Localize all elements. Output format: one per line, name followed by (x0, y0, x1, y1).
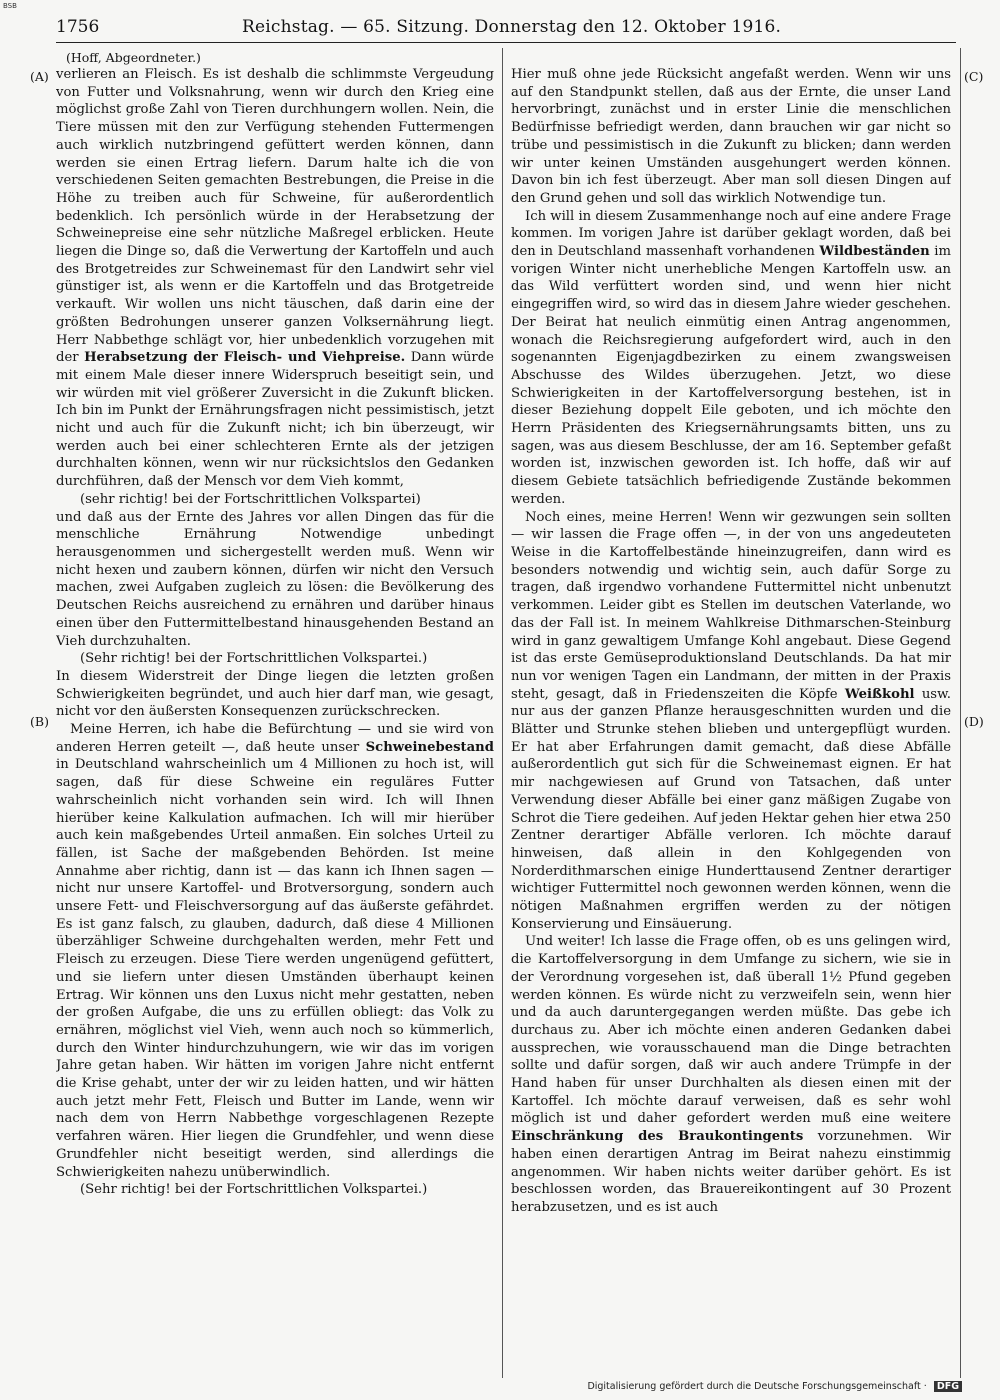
text-run: im vorigen Winter nicht unerhebliche Mengen Kartoffeln usw. an das Wild verfüttert worden sind, und wenn hier nicht eingegriffen wird, so wird das in diesem Jahre wieder geschehen. Der Beirat hat neulich einmütig einen Antrag angenommen, wonach die Reichsregierung aufgefordert wird, auch in den sogenannten Eigenjagdbezirken zu einem zwangsweisen Abschusse des Wildes überzugehen. Jetzt, wo diese Schwierigkeiten in der Kartoffelversorgung bestehen, ist in dieser Beziehung doppelt Eile geboten, und ich möchte den Herrn Präsidenten des Kriegsernährungsamts bitten, uns zu sagen, was aus diesem Beschlusse, der am 16. September gefaßt worden ist, inzwischen geworden ist. Ich hoffe, daß wir auf diesem Gebiete tatsächlich befriedigende Zustände bekommen werden. (511, 244, 951, 507)
margin-marker-c: (C) (964, 69, 984, 84)
paragraph (511, 509, 951, 934)
text-run: Noch eines, meine Herren! Wenn wir gezwungen sein sollten — wir lassen die Frage offen —, in der von uns angedeuteten Weise in die Kartoffelbestände hineinzugreifen, dann wird es besonders notwendig und wichtig sein, auch dafür Sorge zu tragen, daß irgendwo vorhandene Futtermittel nicht unbenutzt verkommen. Leider gibt es Stellen im deutschen Vaterlande, wo das der Fall ist. In meinem Wahlkreise Dithmarschen-Steinburg wird in ganz gewaltigem Umfange Kohl angebaut. Diese Gegend ist das erste Gemüseproduktionsland Deutschlands. Da hat mir nun vor wenigen Tagen ein Landmann, der mitten in der Praxis steht, gesagt, daß in Friedenszeiten die Köpfe (511, 509, 951, 702)
text-run: Meine Herren, ich habe die Befürchtung — und sie wird von anderen Herren geteilt —, daß heute unser (56, 722, 494, 755)
margin-marker-d: (D) (964, 714, 984, 729)
right-margin-rule (960, 48, 961, 1378)
text-run: Und weiter! Ich lasse die Frage offen, ob es uns gelingen wird, die Kartoffelversorgung in dem Umfange zu sichern, wie sie in der Verordnung vorgesehen ist, daß überall 1½ Pfund gegeben werden können. Es würde nicht zu verzweifeln sein, wenn hier und da auch daruntergegangen werden müßte. Das gebe ich durchaus zu. Aber ich möchte einen anderen Gedanken dabei aussprechen, wie vorausschauend man die Dinge betrachten sollte und dafür sorgen, daß wir auch andere Trümpfe in der Hand haben für unser Durchhalten als diesen einen mit der Kartoffel. Ich möchte darauf verweisen, daß es sehr wohl möglich ist und daher gefordert werden muß eine weitere (511, 934, 951, 1127)
left-column (56, 66, 494, 1378)
paragraph (56, 66, 494, 491)
page-number: 1756 (56, 17, 100, 37)
paragraph: und daß aus der Ernte des Jahres vor allen Dingen das für die menschliche Ernährung Notwendige unbedingt herausgenommen und sichergestellt werden muß. Wenn wir nicht hexen und zaubern können, dürfen wir nicht den Versuch machen, zwei Aufgaben zugleich zu lösen: die Bevölkerung des Deutschen Reichs ausreichend zu ernähren und darüber hinaus einen über den Futtermittelbestand hinausgehenden Bestand an Vieh durchzuhalten. (56, 509, 494, 649)
header-rule (56, 42, 956, 43)
paragraph (56, 721, 494, 1181)
margin-marker-a: (A) (30, 69, 49, 84)
emphasis: Schweinebestand (365, 739, 494, 755)
text-run: Dann würde mit einem Male dieser innere Widerspruch beseitigt sein, und wir würden mit viel größerer Zuversicht in die Zukunft blicken. Ich bin im Punkt der Ernährungsfragen nicht pessimistisch, jetzt nicht und auch für die Zukunft nicht; ich bin überzeugt, wir werden auch bei einer schlechteren Ernte als der jetzigen durchhalten können, wenn wir nur rücksichtslos den Gedanken durchführen, daß der Mensch vor dem Vieh kommt, (56, 350, 494, 490)
text-run: usw. nur aus der ganzen Pflanze herausgeschnitten wurden und die Blätter und Strunke stehen blieben und untergepflügt wurden. Er hat aber Erfahrungen damit gemacht, daß diese Abfälle außerordentlich gut sich für die Schweinemast eignen. Er hat mir nachgewiesen auf Grund von Tatsachen, daß unter Verwendung dieser Abfälle bei einer ganz mäßigen Zugabe von Schrot die Tiere gedeihen. Auf jeden Hektar gehen hier etwa 250 Zentner derartiger Abfälle verloren. Ich möchte darauf hinweisen, daß allein in den Kohlgegenden von Norderdithmarschen einige Hunderttausend Zentner derartiger wichtiger Futtermittel noch gewonnen werden können, wenn die nötigen Maßnahmen ergriffen werden zu der nötigen Konservierung und Einsäuerung. (511, 686, 951, 932)
text-run: in Deutschland wahrscheinlich um 4 Millionen zu hoch ist, will sagen, daß für diese Schweine ein reguläres Futter wahrscheinlich nicht vorhanden sein wird. Ich will Ihnen hierüber keine Kalkulation aufmachen. Ich will mir hierüber auch kein maßgebendes Urteil anmaßen. Ein solches Urteil zu fällen, ist Sache der maßgebenden Behörden. Ist meine Annahme aber richtig, dann ist — das kann ich Ihnen sagen — nicht nur unsere Kartoffel- und Brotversorgung, sondern auch unsere Fett- und Fleischversorgung auf das äußerste gefährdet. Es ist ganz falsch, zu glauben, dadurch, daß diese 4 Millionen überzähliger Schweine durchgehalten werden, mehr Fett und Fleisch zu erzeugen. Diese Tiere werden ungenügend gefüttert, und sie liefern unter diesen Umständen überhaupt keinen Ertrag. Wir können uns den Luxus nicht mehr gestatten, neben der großen Aufgabe, die uns zu erfüllen obliegt: das Volk zu ernähren, möglichst viel Vieh, wenn auch noch so kümmerlich, durch den Winter hindurchzuhungern, wie wir das im vorigen Jahre getan haben. Wir hätten im vorigen Jahre nicht entfernt die Krise gehabt, unter der wir zu leiden hatten, und wir hätten auch jetzt mehr Fett, Fleisch und Butter im Lande, wenn wir nach dem von Herrn Nabbethge vorgeschlagenen Rezepte verfahren wären. Hier liegen die Grundfehler, und wenn diese Grundfehler nicht beseitigt werden, sind allerdings die Schwierigkeiten nahezu unüberwindlich. (56, 757, 494, 1180)
library-tag: BSB (3, 2, 17, 10)
emphasis: Weißkohl (844, 686, 915, 702)
paragraph (511, 208, 951, 509)
page-header (56, 17, 954, 43)
emphasis: Wildbeständen (819, 244, 930, 260)
dfg-logo: DFG (934, 1381, 962, 1392)
text-run: verlieren an Fleisch. Es ist deshalb die schlimmste Vergeudung von Futter und Volksnahrung, wenn wir durch den Krieg eine möglichst große Zahl von Tieren durchhungern wollen. Nein, die Tiere müssen mit den zur Verfügung stehenden Futtermengen auch wirklich nutzbringend gefüttert werden können, dann werden sie einen Ertrag liefern. Darum halte ich die von verschiedenen Seiten gemachten Bestrebungen, die Preise in die Höhe zu treiben auch für Schweine, für außerordentlich bedenklich. Ich persönlich würde in der Herabsetzung der Schweinepreise eine sehr nützliche Maßregel erblicken. Heute liegen die Dinge so, daß die Verwertung der Kartoffeln und auch des Brotgetreides zur Schweinemast für den Landwirt sehr viel günstiger ist, als wenn er die Kartoffeln und das Brotgetreide verkauft. Wir wollen uns nicht täuschen, daß darin eine der größten Bedrohungen unserer ganzen Volksernährung liegt. Herr Nabbethge schlägt vor, hier unbedenklich vorzugehen mit der (56, 67, 494, 366)
running-title: Reichstag. — 65. Sitzung. Donnerstag den 12. Oktober 1916. (242, 17, 782, 37)
speaker-note: (Hoff, Abgeordneter.) (66, 50, 201, 65)
paragraph: In diesem Widerstreit der Dinge liegen die letzten großen Schwierigkeiten begründet, und auch hier darf man, wie gesagt, nicht vor den äußersten Konsequenzen zurückschrecken. (56, 668, 494, 720)
interjection: (sehr richtig! bei der Fortschrittlichen Volkspartei) (80, 491, 421, 507)
footer-credit (587, 1381, 962, 1392)
margin-marker-b: (B) (30, 714, 49, 729)
right-column (511, 66, 951, 1378)
emphasis: Herabsetzung der Fleisch- und Viehpreise. (84, 350, 406, 366)
text-run: vorzunehmen. Wir haben einen derartigen Antrag im Beirat nahezu einstimmig angenommen. Wir haben nichts weiter darüber gehört. Es ist beschlossen worden, das Brauereikontingent auf 30 Prozent herabzusetzen, und es ist auch (511, 1129, 951, 1215)
text-run: Ich will in diesem Zusammenhange noch auf eine andere Frage kommen. Im vorigen Jahre ist darüber geklagt worden, daß bei den in Deutschland massenhaft vorhandenen (511, 208, 951, 260)
emphasis: Einschränkung des Braukontingents (511, 1129, 804, 1145)
interjection: (Sehr richtig! bei der Fortschrittlichen Volkspartei.) (80, 651, 428, 667)
paragraph (511, 933, 951, 1216)
footer-text: Digitalisierung gefördert durch die Deutsche Forschungsgemeinschaft · (587, 1381, 927, 1392)
column-divider (502, 48, 503, 1378)
paragraph: Hier muß ohne jede Rücksicht angefaßt werden. Wenn wir uns auf den Standpunkt stellen, daß aus der Ernte, die unser Land hervorbringt, zunächst und in erster Linie die menschlichen Bedürfnisse befriedigt werden, dann brauchen wir gar nicht so trübe und pessimistisch in die Zukunft zu blicken; dann werden wir unter keinen Umständen ausgehungert werden können. Davon bin ich fest überzeugt. Aber man soll diesen Dingen auf den Grund gehen und soll das wirklich Notwendige tun. (511, 67, 951, 206)
interjection: (Sehr richtig! bei der Fortschrittlichen Volkspartei.) (80, 1182, 428, 1198)
